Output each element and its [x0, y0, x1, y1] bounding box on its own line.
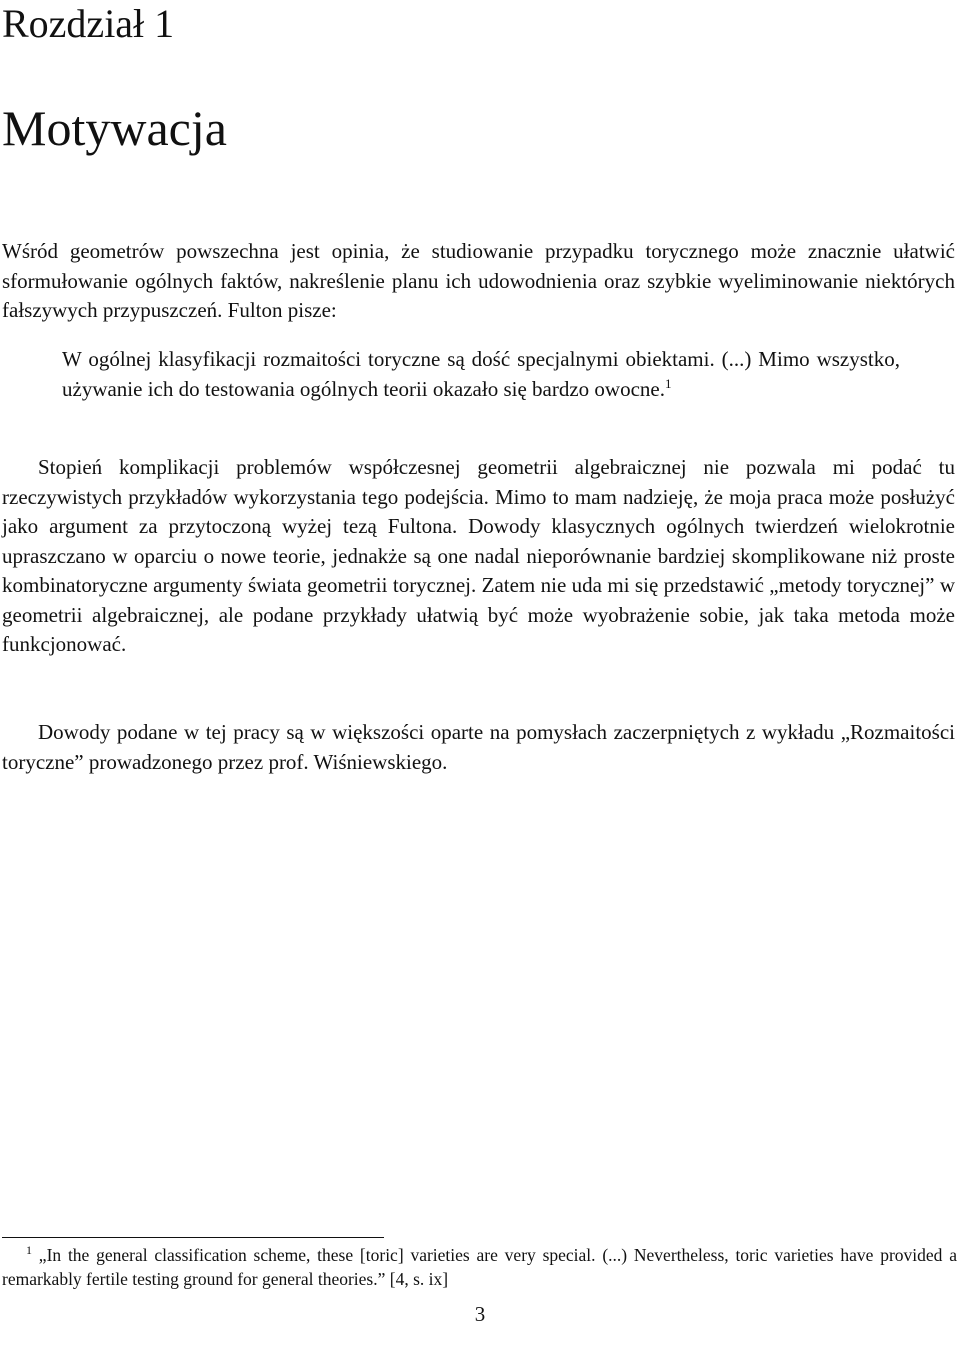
footnote-divider	[2, 1237, 384, 1238]
footnote-text: „In the general classification scheme, these [toric] varieties are very special. (...) Nevertheless, toric varieties have provided a remarkably fertile testing ground for general theories.” [4, s. ix]	[2, 1245, 957, 1289]
fulton-quote-text: W ogólnej klasyfikacji rozmaitości toryczne są dość specjalnymi obiektami. (...) Mimo wszystko, używanie ich do testowania ogólnych teorii okazało się bardzo owocne.	[62, 347, 900, 401]
second-paragraph: Stopień komplikacji problemów współczesnej geometrii algebraicznej nie pozwala mi podać tu rzeczywistych przykładów wykorzystania tego podejścia. Mimo to mam nadzieję, że moja praca może posłużyć jako argument za przytoczoną wyżej tezą Fultona. Dowody klasycznych ogólnych twierdzeń wielokrotnie upraszczano w oparciu o nowe teorie, jednakże są one nadal nieporównanie bardziej skomplikowane niż proste kombinatoryczne argumenty świata geometrii torycznej. Zatem nie uda mi się przedstawić „metody torycznej” w geometrii algebraicznej, ale podane przykłady ułatwią być może wyobrażenie sobie, jak taka metoda może funkcjonować.	[2, 455, 955, 656]
footnote	[2, 1243, 957, 1291]
page-number: 3	[474, 1302, 486, 1326]
third-paragraph: Dowody podane w tej pracy są w większości oparte na pomysłach zaczerpniętych z wykładu „Rozmaitości toryczne” prowadzonego przez prof. Wiśniewskiego.	[2, 720, 955, 774]
chapter-title: Motywacja	[2, 100, 227, 156]
footnote-reference[interactable]: 1	[664, 375, 672, 391]
intro-paragraph: Wśród geometrów powszechna jest opinia, że studiowanie przypadku torycznego może znacznie ułatwić sformułowanie ogólnych faktów, nakreślenie planu ich udowodnienia oraz szybkie wyeliminowanie niektórych fałszywych przypuszczeń. Fulton pisze:	[2, 239, 955, 322]
fulton-quote	[62, 345, 900, 404]
footnote-mark: 1	[26, 1243, 32, 1257]
chapter-label: Rozdział 1	[2, 1, 175, 46]
